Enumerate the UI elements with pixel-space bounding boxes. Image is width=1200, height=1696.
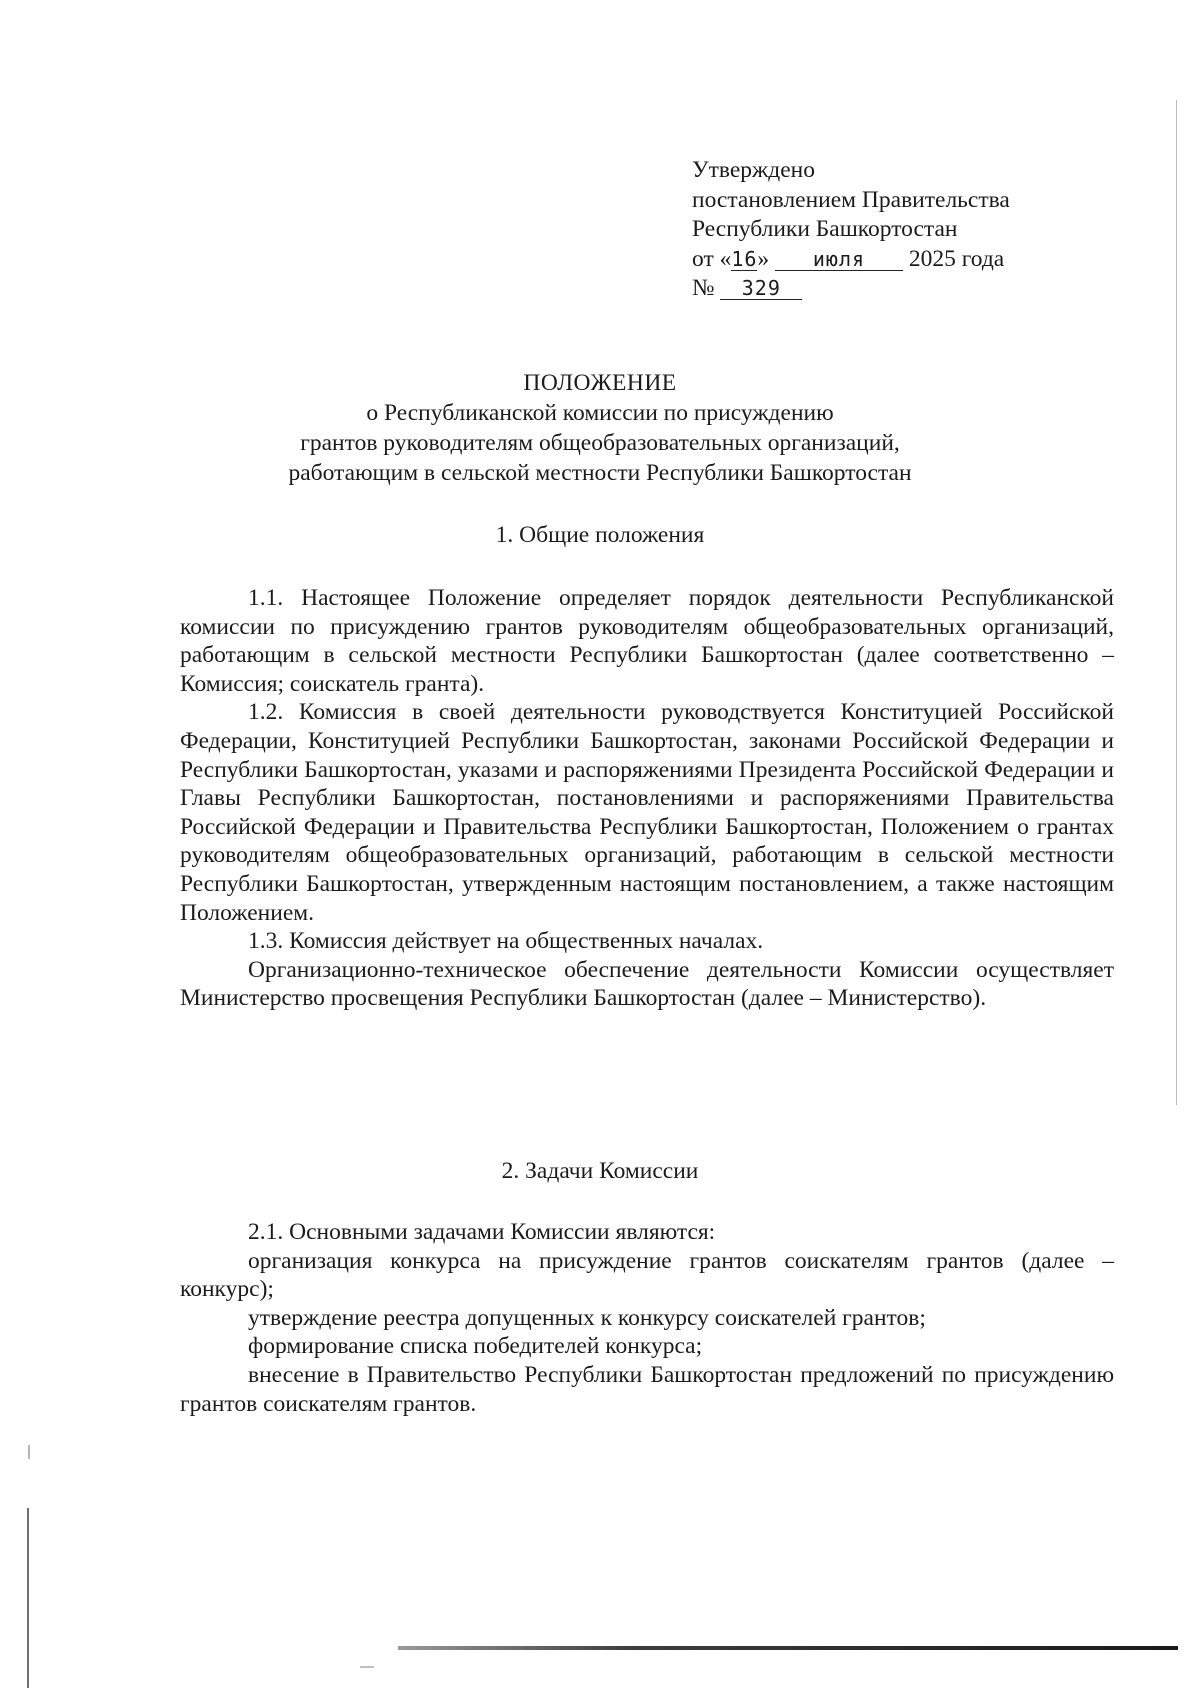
date-year: 2025 года — [908, 245, 1005, 272]
title-line-2: о Республиканской комиссии по присуждению — [366, 400, 834, 426]
section-1-heading: 1. Общие положения — [495, 522, 705, 548]
paragraph-2-1: 2.1. Основными задачами Комиссии являются: — [248, 1219, 716, 1245]
scan-margin-line-right — [1176, 100, 1177, 1105]
section-2-heading: 2. Задачи Комиссии — [501, 1158, 699, 1184]
title-line-1: ПОЛОЖЕНИЕ — [523, 370, 677, 396]
section-1-body — [180, 584, 1114, 1013]
section-2-body — [180, 1218, 1114, 1418]
scan-margin-line-left — [27, 1508, 29, 1688]
approval-stamp-block — [692, 156, 1010, 304]
approval-number: 329 — [720, 277, 802, 300]
paragraph-1-2: 1.2. Комиссия в своей деятельности руководствуется Конституцией Российской Федерации, Конституцией Республики Башкортостан, законами Российской Федерации и Республики Башкортостан, указами и распоряжениями Президента Российской Федерации и Главы Республики Башкортостан, постановлениями и распоряжениями Правительства Российской Федерации и Правительства Республики Башкортостан, Положением о грантах руководителям общеобразовательных организаций, работающим в сельской местности Республики Башкортостан, утвержденным настоящим постановлением, а также настоящим Положением. — [180, 699, 1114, 926]
date-mid: » — [757, 245, 775, 272]
paragraph-1-4: Организационно-техническое обеспечение деятельности Комиссии осуществляет Министерство просвещения Республики Башкортостан (далее – Министерство). — [180, 956, 1114, 1012]
approval-line-2: постановлением Правительства — [692, 186, 1010, 213]
paragraph-1-1: 1.1. Настоящее Положение определяет порядок деятельности Республиканской комиссии по присуждению грантов руководителям общеобразовательных организаций, работающим в сельской местности Республики Башкортостан (далее соответственно – Комиссия; соискатель гранта). — [180, 585, 1114, 697]
paragraph-2-4: формирование списка победителей конкурса; — [248, 1333, 703, 1360]
approval-line-3: Республики Башкортостан — [692, 216, 958, 242]
approval-number-line — [692, 274, 1010, 304]
approval-line-1: Утверждено — [692, 157, 815, 183]
title-line-4: работающим в сельской местности Республики Башкортостан — [288, 460, 912, 486]
scan-bottom-mark — [360, 1666, 374, 1668]
approval-date-line — [692, 245, 1010, 275]
scan-margin-mark-left — [28, 1445, 30, 1459]
title-line-3: грантов руководителям общеобразовательных организаций, — [300, 430, 900, 456]
date-prefix: от « — [692, 245, 732, 272]
date-month: июля — [775, 248, 903, 271]
date-day: 16 — [731, 246, 758, 271]
scan-bottom-edge — [398, 1646, 1178, 1650]
paragraph-2-3: утверждение реестра допущенных к конкурсу соискателей грантов; — [248, 1304, 926, 1331]
number-prefix: № — [692, 275, 721, 301]
paragraph-1-3: 1.3. Комиссия действует на общественных началах. — [248, 928, 764, 955]
document-title — [0, 368, 1200, 488]
paragraph-2-2: организация конкурса на присуждение грантов соискателям грантов (далее – конкурс); — [180, 1247, 1114, 1303]
paragraph-2-5: внесение в Правительство Республики Башкортостан предложений по присуждению грантов соискателям грантов. — [180, 1361, 1114, 1417]
